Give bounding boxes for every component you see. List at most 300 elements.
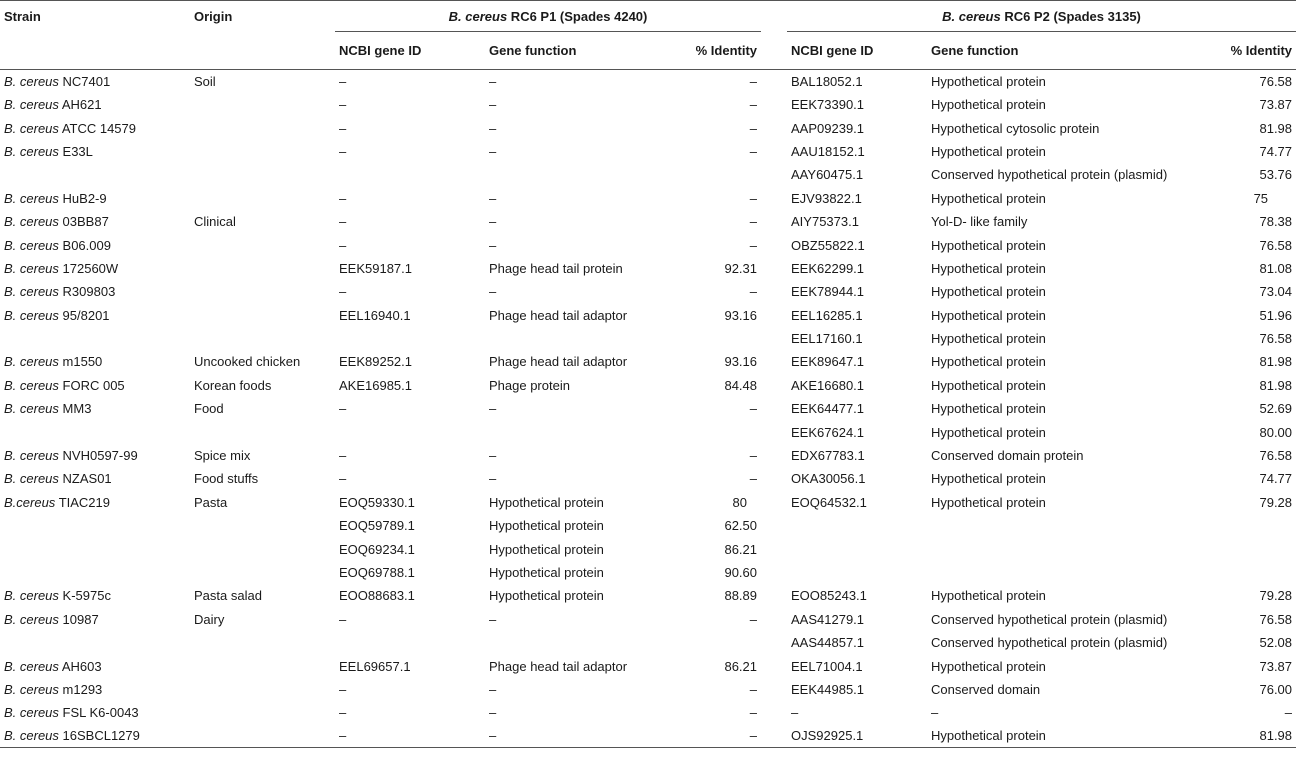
p1-function-cell: – <box>485 725 663 748</box>
origin-cell: Soil <box>194 74 216 89</box>
p1-identity-cell: – <box>749 284 758 300</box>
gap-cell <box>761 350 787 373</box>
origin-cell: Pasta salad <box>194 588 262 604</box>
strain-id: 16SBCL1279 <box>58 728 140 744</box>
p1-ncbi-cell: EEL69657.1 <box>339 658 411 674</box>
p2-ncbi-cell: EEK44985.1 <box>791 681 865 697</box>
p1-function-cell: – <box>489 448 497 464</box>
header-p2-ncbi: NCBI gene ID <box>787 32 927 70</box>
origin-cell <box>190 631 335 654</box>
gap-cell <box>761 304 787 327</box>
p2-identity-cell: 76.58 <box>1259 611 1293 627</box>
strain-species: B. cereus <box>4 658 59 674</box>
p1-function-cell: Hypothetical protein <box>489 588 604 604</box>
header-row-columns <box>0 32 1296 70</box>
p2-function-cell: Hypothetical protein <box>931 284 1046 300</box>
p2-identity-cell: 76.58 <box>1259 331 1293 347</box>
origin-cell: Dairy <box>194 611 225 627</box>
p2-ncbi-cell: EEL71004.1 <box>791 658 863 674</box>
p1-function-cell: Phage head tail adaptor <box>489 354 628 370</box>
p2-function-cell: Hypothetical protein <box>931 494 1046 510</box>
origin-cell <box>190 327 335 350</box>
gap-cell <box>761 374 787 397</box>
p1-function-cell: – <box>489 214 497 230</box>
strain-species: B. cereus <box>4 471 59 487</box>
gap-cell <box>761 701 787 724</box>
strain-species: B. cereus <box>4 681 59 697</box>
p2-function-cell: Hypothetical protein <box>931 97 1046 113</box>
header-p2-rest: RC6 P2 (Spades 3135) <box>1000 8 1141 24</box>
p1-identity-cell: – <box>749 471 758 487</box>
table-row <box>0 537 1296 560</box>
strain-species: B. cereus <box>4 260 59 276</box>
table-row <box>0 467 1296 490</box>
p2-identity-cell: 80.00 <box>1259 424 1293 440</box>
p1-ncbi-cell <box>335 327 485 350</box>
p1-identity-cell: – <box>749 681 758 697</box>
origin-cell <box>190 116 335 139</box>
gap-cell <box>761 678 787 701</box>
p2-identity-cell: 79.28 <box>1259 588 1293 604</box>
origin-cell <box>190 187 335 210</box>
p1-ncbi-cell: – <box>339 681 347 697</box>
p2-identity-cell: 81.98 <box>1259 120 1293 136</box>
table-row <box>0 514 1296 537</box>
p1-ncbi-cell: EEL16940.1 <box>339 307 411 323</box>
p2-function-cell: Hypothetical protein <box>931 354 1046 370</box>
strain-cell <box>0 257 190 280</box>
p2-ncbi-cell: – <box>791 705 799 721</box>
strain-cell <box>0 187 190 210</box>
gap-cell <box>761 514 787 537</box>
p2-ncbi-cell: EOO85243.1 <box>791 588 867 604</box>
p2-ncbi-cell: OBZ55822.1 <box>791 237 865 253</box>
p1-function-cell: – <box>489 705 497 721</box>
p2-ncbi-cell: EEK78944.1 <box>791 284 865 300</box>
p2-function-cell: Hypothetical protein <box>931 190 1046 206</box>
p1-function-cell: Hypothetical protein <box>489 565 604 580</box>
origin-cell <box>190 304 335 327</box>
strain-cell <box>0 631 190 654</box>
gap-cell <box>761 233 787 256</box>
strain-cell <box>0 304 190 327</box>
strain-species: B.cereus <box>4 494 56 510</box>
p2-ncbi-cell: AAY60475.1 <box>791 167 864 183</box>
p1-identity-cell: 93.16 <box>724 307 758 323</box>
p2-function-cell <box>927 514 1174 537</box>
p1-ncbi-cell: EOQ59330.1 <box>339 494 415 510</box>
table-row <box>0 420 1296 443</box>
p2-ncbi-cell: EEK67624.1 <box>791 424 865 440</box>
strain-cell <box>0 608 190 631</box>
p2-function-cell: Hypothetical protein <box>931 74 1046 89</box>
p2-ncbi-cell: OKA30056.1 <box>791 471 866 487</box>
table-row <box>0 233 1296 256</box>
strain-cell <box>0 116 190 139</box>
gap-cell <box>761 654 787 677</box>
p1-function-cell: Phage protein <box>489 377 570 393</box>
strain-id: HuB2-9 <box>58 190 107 206</box>
p1-ncbi-cell <box>335 631 485 654</box>
p1-function-cell: – <box>489 401 497 417</box>
strain-species: B. cereus <box>4 143 59 159</box>
strain-cell <box>0 210 190 233</box>
p2-identity-cell: 76.58 <box>1259 448 1293 464</box>
p1-ncbi-cell: EOO88683.1 <box>339 588 415 604</box>
p2-function-cell: Hypothetical protein <box>931 424 1046 440</box>
strain-species: B. cereus <box>4 237 59 253</box>
p2-identity-cell <box>1174 561 1296 584</box>
strain-cell <box>0 537 190 560</box>
origin-cell <box>190 725 335 748</box>
p2-identity-cell: 81.08 <box>1259 260 1293 276</box>
strain-id: 172560W <box>58 260 119 276</box>
gap-cell <box>761 537 787 560</box>
p2-ncbi-cell: OJS92925.1 <box>787 725 927 748</box>
strain-id: FSL K6-0043 <box>58 705 139 721</box>
p2-ncbi-cell: EOQ64532.1 <box>791 494 867 510</box>
origin-cell <box>190 678 335 701</box>
p2-ncbi-cell: EEK89647.1 <box>791 354 865 370</box>
origin-cell <box>190 257 335 280</box>
origin-cell <box>190 140 335 163</box>
p1-identity-cell: – <box>749 74 758 89</box>
p2-identity-cell: 81.98 <box>1259 354 1293 370</box>
origin-cell: Food <box>194 401 224 417</box>
p1-function-cell: – <box>489 190 497 206</box>
strain-cell <box>0 678 190 701</box>
header-p1-group <box>335 1 761 32</box>
p2-ncbi-cell: EEK62299.1 <box>791 260 865 276</box>
origin-cell <box>190 514 335 537</box>
strain-cell <box>0 140 190 163</box>
p2-function-cell: Conserved hypothetical protein (plasmid) <box>931 635 1168 651</box>
strain-cell <box>0 654 190 677</box>
p1-function-cell: – <box>489 237 497 253</box>
p1-function-cell: – <box>489 143 497 159</box>
p1-function-cell: – <box>489 471 497 487</box>
strain-id: m1293 <box>58 681 103 697</box>
p1-identity-cell: 92.31 <box>724 260 758 276</box>
p2-function-cell: Hypothetical protein <box>931 143 1046 159</box>
header-gap-2 <box>761 32 787 70</box>
strain-cell <box>0 444 190 467</box>
p1-function-cell: – <box>489 74 497 89</box>
p2-ncbi-cell: EEK73390.1 <box>791 97 865 113</box>
p1-ncbi-cell <box>335 163 485 186</box>
p2-function-cell: Conserved hypothetical protein (plasmid) <box>931 167 1168 183</box>
p2-identity-cell: 81.98 <box>1259 377 1293 393</box>
p1-ncbi-cell: – <box>335 725 485 748</box>
p2-ncbi-cell: AAP09239.1 <box>791 120 865 136</box>
p1-identity-cell <box>663 420 761 443</box>
p2-function-cell: – <box>931 705 939 721</box>
table-row <box>0 140 1296 163</box>
strain-id: 03BB87 <box>58 214 109 230</box>
table-row <box>0 116 1296 139</box>
p2-identity-cell: 73.87 <box>1259 97 1293 113</box>
p1-identity-cell: – <box>749 190 758 206</box>
p2-ncbi-cell: EEL17160.1 <box>791 331 863 347</box>
origin-cell: Clinical <box>194 214 236 230</box>
gap-cell <box>761 163 787 186</box>
strain-cell <box>0 93 190 116</box>
strain-species: B. cereus <box>4 120 59 136</box>
p1-function-cell: Hypothetical protein <box>489 518 604 534</box>
p1-function-cell: – <box>489 284 497 300</box>
p1-ncbi-cell: EEK59187.1 <box>339 260 413 276</box>
p1-function-cell: Phage head tail protein <box>489 260 623 276</box>
p1-identity-cell: 93.16 <box>724 354 758 370</box>
table-row <box>0 654 1296 677</box>
p1-function-cell: – <box>489 611 497 627</box>
gap-cell <box>761 70 787 94</box>
header-row-group <box>0 1 1296 32</box>
table-row <box>0 93 1296 116</box>
strain-species: B. cereus <box>4 190 59 206</box>
p1-function-cell: – <box>489 120 497 136</box>
p1-ncbi-cell: – <box>339 401 347 417</box>
p2-identity-cell: 53.76 <box>1259 167 1293 183</box>
p2-identity-cell: 79.28 <box>1259 494 1293 510</box>
gap-cell <box>761 467 787 490</box>
p1-ncbi-cell: EEK89252.1 <box>339 354 413 370</box>
gap-cell <box>761 93 787 116</box>
table-row <box>0 678 1296 701</box>
origin-cell <box>190 537 335 560</box>
strain-id: NVH0597-99 <box>58 448 138 464</box>
p2-ncbi-cell: EJV93822.1 <box>791 190 862 206</box>
p2-identity-cell: 76.00 <box>1259 681 1293 697</box>
strain-id: AH603 <box>58 658 102 674</box>
p2-function-cell: Conserved domain <box>931 681 1041 697</box>
p2-function-cell: Hypothetical protein <box>931 307 1046 323</box>
strain-id: m1550 <box>58 354 103 370</box>
strain-cell <box>0 725 190 748</box>
gap-cell <box>761 491 787 514</box>
p1-function-cell <box>485 631 663 654</box>
p2-function-cell: Hypothetical protein <box>931 471 1046 487</box>
header-blank-1 <box>0 32 190 70</box>
strain-species: B. cereus <box>4 401 59 417</box>
p2-identity-cell: 74.77 <box>1259 143 1293 159</box>
strain-id: 10987 <box>58 611 99 627</box>
strain-id: NZAS01 <box>58 471 112 487</box>
origin-cell <box>190 233 335 256</box>
strain-cell <box>0 514 190 537</box>
p1-ncbi-cell: – <box>339 611 347 627</box>
p1-identity-cell: – <box>749 705 758 721</box>
p1-ncbi-cell: – <box>339 237 347 253</box>
p2-ncbi-cell: EEL16285.1 <box>791 307 863 323</box>
p2-function-cell: Yol-D- like family <box>931 214 1028 230</box>
strain-cell <box>0 280 190 303</box>
p1-function-cell: – <box>489 681 497 697</box>
table-row <box>0 608 1296 631</box>
origin-cell <box>190 654 335 677</box>
p2-function-cell: Hypothetical protein <box>931 377 1046 393</box>
strain-cell <box>0 491 190 514</box>
p1-identity-cell: – <box>663 725 761 748</box>
origin-cell <box>190 280 335 303</box>
strain-id: AH621 <box>58 97 102 113</box>
gap-cell <box>761 631 787 654</box>
p1-function-cell: Phage head tail adaptor <box>489 658 628 674</box>
p1-identity-cell: 86.21 <box>724 541 758 557</box>
p1-function-cell <box>485 327 663 350</box>
header-p2-identity: % Identity <box>1174 32 1296 70</box>
p1-identity-cell: – <box>749 401 758 417</box>
header-p2-function: Gene function <box>927 32 1174 70</box>
p2-identity-cell: 76.58 <box>1259 74 1293 89</box>
p2-function-cell: Conserved hypothetical protein (plasmid) <box>931 611 1168 627</box>
p1-ncbi-cell: AKE16985.1 <box>339 377 413 393</box>
header-strain: Strain <box>0 1 190 32</box>
strain-id: R309803 <box>58 284 116 300</box>
gap-cell <box>761 140 787 163</box>
origin-cell <box>190 561 335 584</box>
p1-identity-cell: 62.50 <box>724 518 758 534</box>
origin-cell <box>190 420 335 443</box>
strain-species: B. cereus <box>4 214 59 230</box>
header-p2-species: B. cereus <box>942 8 1001 24</box>
p2-identity-cell: 73.04 <box>1259 284 1293 300</box>
gap-cell <box>761 608 787 631</box>
p1-identity-cell <box>663 163 761 186</box>
strain-cell <box>0 584 190 607</box>
header-p2-group <box>787 1 1296 32</box>
table-row <box>0 327 1296 350</box>
table-row <box>0 701 1296 724</box>
strain-species: B. cereus <box>4 588 59 604</box>
p2-identity-cell: 76.58 <box>1259 237 1293 253</box>
p1-identity-cell: 84.48 <box>724 377 758 393</box>
strain-cell <box>0 233 190 256</box>
header-blank-2 <box>190 32 335 70</box>
header-p1-ncbi: NCBI gene ID <box>335 32 485 70</box>
table-row <box>0 374 1296 397</box>
p2-function-cell: Hypothetical protein <box>931 588 1046 604</box>
p2-ncbi-cell: BAL18052.1 <box>791 74 863 89</box>
table-row <box>0 397 1296 420</box>
p2-identity-cell: 51.96 <box>1259 307 1293 323</box>
origin-cell: Pasta <box>194 494 228 510</box>
table-row <box>0 350 1296 373</box>
table-row <box>0 584 1296 607</box>
origin-cell <box>190 701 335 724</box>
p2-function-cell: Hypothetical protein <box>931 260 1046 276</box>
strain-species: B. cereus <box>4 728 59 744</box>
gap-cell <box>761 725 787 748</box>
p1-identity-cell: 80 <box>732 494 748 510</box>
p2-identity-cell: 81.98 <box>1174 725 1296 748</box>
strain-cell <box>0 561 190 584</box>
p2-function-cell: Hypothetical cytosolic protein <box>931 120 1100 136</box>
p2-function-cell: Conserved domain protein <box>931 448 1084 464</box>
gap-cell <box>761 116 787 139</box>
strain-species: B. cereus <box>4 354 59 370</box>
strain-cell <box>0 163 190 186</box>
p2-function-cell <box>927 561 1174 584</box>
p2-ncbi-cell: AIY75373.1 <box>791 214 859 230</box>
p2-function-cell: Hypothetical protein <box>931 237 1046 253</box>
gap-cell <box>761 397 787 420</box>
strain-cell <box>0 420 190 443</box>
p2-identity-cell: 74.77 <box>1259 471 1293 487</box>
strain-cell <box>0 701 190 724</box>
origin-cell <box>190 93 335 116</box>
table-row <box>0 725 1296 748</box>
table-row <box>0 491 1296 514</box>
gap-cell <box>761 257 787 280</box>
p1-function-cell: Phage head tail adaptor <box>489 307 628 323</box>
table-row <box>0 210 1296 233</box>
p1-identity-cell: 86.21 <box>724 658 758 674</box>
p1-ncbi-cell: – <box>339 705 347 721</box>
strain-cell <box>0 327 190 350</box>
p1-identity-cell: – <box>749 214 758 230</box>
p1-identity-cell: – <box>749 97 758 113</box>
strain-species: B. cereus <box>4 611 59 627</box>
table-row <box>0 280 1296 303</box>
p1-ncbi-cell: EOQ59789.1 <box>339 518 415 534</box>
p2-identity-cell <box>1174 537 1296 560</box>
table-row <box>0 304 1296 327</box>
strain-id: E33L <box>58 143 93 159</box>
p2-function-cell: Hypothetical protein <box>931 401 1046 417</box>
gap-cell <box>761 561 787 584</box>
header-p1-rest: RC6 P1 (Spades 4240) <box>507 8 648 24</box>
p1-ncbi-cell: – <box>339 214 347 230</box>
strain-species: B. cereus <box>4 448 59 464</box>
table-row <box>0 70 1296 94</box>
p1-identity-cell: – <box>749 237 758 253</box>
strain-id: MM3 <box>58 401 92 417</box>
p2-identity-cell: 78.38 <box>1259 214 1293 230</box>
strain-id: FORC 005 <box>58 377 125 393</box>
p2-identity-cell: 75 <box>1253 190 1269 206</box>
table-row <box>0 561 1296 584</box>
p1-function-cell <box>485 420 663 443</box>
header-origin: Origin <box>190 1 335 32</box>
table-row <box>0 187 1296 210</box>
gap-cell <box>761 584 787 607</box>
origin-cell: Korean foods <box>194 377 272 393</box>
p1-function-cell: Hypothetical protein <box>489 494 604 510</box>
p2-identity-cell: – <box>1284 705 1293 721</box>
p1-ncbi-cell: – <box>339 190 347 206</box>
header-gap <box>761 1 787 32</box>
p2-ncbi-cell <box>787 514 927 537</box>
p2-ncbi-cell <box>787 561 927 584</box>
origin-cell: Uncooked chicken <box>194 354 301 370</box>
p2-ncbi-cell: AAU18152.1 <box>791 143 865 159</box>
strain-species: B. cereus <box>4 377 59 393</box>
origin-cell: Food stuffs <box>194 471 259 487</box>
gap-cell <box>761 444 787 467</box>
strain-id: B06.009 <box>58 237 111 253</box>
gap-cell <box>761 420 787 443</box>
p2-identity-cell <box>1174 514 1296 537</box>
p1-identity-cell <box>663 327 761 350</box>
strain-species: B. cereus <box>4 74 59 89</box>
table-row <box>0 257 1296 280</box>
p1-identity-cell: 88.89 <box>724 588 758 604</box>
p1-identity-cell: 90.60 <box>724 565 758 580</box>
p1-ncbi-cell: EOQ69234.1 <box>339 541 415 557</box>
header-p1-species: B. cereus <box>448 8 508 24</box>
p1-identity-cell: – <box>749 448 758 464</box>
